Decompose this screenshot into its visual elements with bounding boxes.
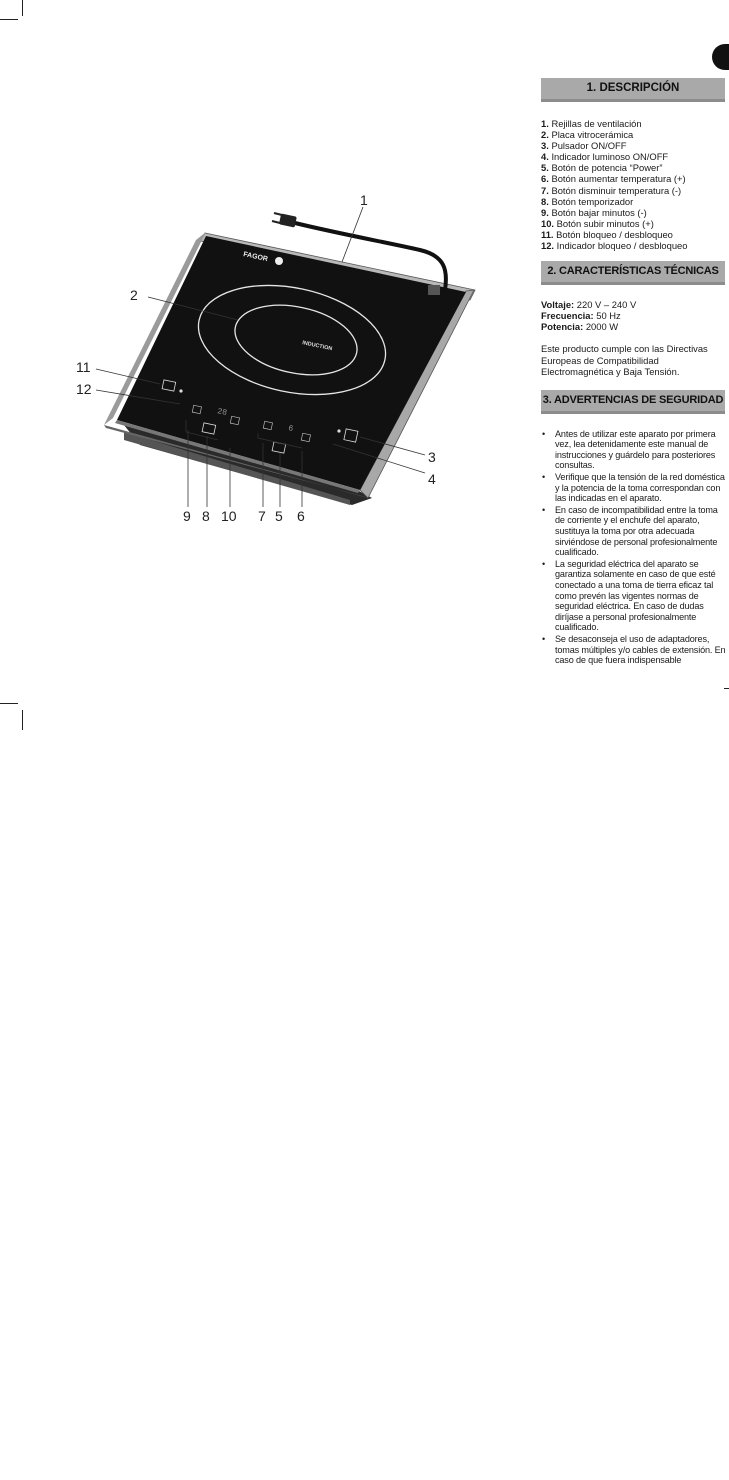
page-tab-marker [712, 44, 729, 70]
list-item: 6. Botón aumentar temperatura (+) [541, 173, 686, 185]
compliance-text: Este producto cumple con las Directivas Europeas de Compatibilidad Electromagnética y Baja Tensión. [541, 343, 708, 378]
list-item: • Antes de utilizar este aparato por primera vez, lea detenidamente este manual de instrucciones y guárdelo para posteriores consultas. [555, 429, 729, 471]
list-item: 3. Pulsador ON/OFF [541, 140, 627, 152]
list-item: 12. Indicador bloqueo / desbloqueo [541, 240, 688, 252]
callout-7: 7 [258, 508, 266, 524]
section-3-heading: 3. ADVERTENCIAS DE SEGURIDAD [541, 390, 725, 414]
callout-4: 4 [428, 471, 436, 487]
callout-12: 12 [76, 381, 92, 397]
brand-logo-mark [275, 257, 283, 265]
timer-display: 28 [216, 407, 228, 418]
callout-11: 11 [76, 359, 91, 375]
list-item: 9. Botón bajar minutos (-) [541, 206, 647, 218]
crop-mark-right [724, 688, 729, 689]
brand-logo: FAGOR [242, 251, 269, 264]
list-item: 7. Botón disminuir temperatura (-) [541, 184, 682, 196]
list-item: • Se desaconseja el uso de adaptadores, tomas múltiples y/o cables de extensión. En caso de que fuera indispensable [555, 634, 729, 666]
callout-6: 6 [297, 508, 305, 524]
induction-hob-illustration [0, 0, 540, 540]
callout-10: 10 [221, 508, 237, 524]
list-item: 8. Botón temporizador [541, 195, 634, 207]
energy-badge [428, 285, 440, 295]
list-item: • En caso de incompatibilidad entre la toma de corriente y el enchufe del aparato, sustituya la toma por otra adecuada sirviéndose de personal profesionalmente cualificado. [555, 505, 729, 558]
list-item: 4. Indicador luminoso ON/OFF [541, 151, 669, 163]
induction-label: INDUCTION [301, 340, 333, 353]
spec-power: Potencia: 2000 W [541, 321, 619, 333]
description-list [541, 118, 729, 251]
list-item: 1. Rejillas de ventilación [541, 118, 642, 129]
technical-specs [541, 299, 729, 332]
lock-indicator [179, 389, 182, 392]
power-display: 6 [287, 424, 294, 434]
text-column [541, 78, 729, 667]
callout-8: 8 [202, 508, 210, 524]
list-item: • La seguridad eléctrica del aparato se garantiza solamente en caso de que esté conectado a una toma de tierra eficaz tal como prevén las vigentes normas de seguridad eléctrica. En caso de dudas diríjase a personal profesionalmente cualificado. [555, 559, 729, 633]
crop-mark-bottom-left-h [0, 703, 18, 704]
list-item: 5. Botón de potencia “Power” [541, 162, 663, 174]
callout-3: 3 [428, 449, 436, 465]
list-item: 2. Placa vitrocerámica [541, 129, 634, 141]
onoff-indicator [337, 429, 340, 432]
spec-frequency: Frecuencia: 50 Hz [541, 310, 621, 322]
section-1-heading: 1. DESCRIPCIÓN [541, 78, 725, 102]
crop-mark-bottom-left-v [22, 710, 23, 730]
callout-1: 1 [360, 192, 368, 208]
callout-9: 9 [183, 508, 191, 524]
spec-voltage: Voltaje: 220 V – 240 V [541, 299, 637, 311]
plug-icon [272, 213, 297, 228]
callout-2: 2 [130, 287, 138, 303]
safety-list [541, 429, 729, 666]
list-item: 10. Botón subir minutos (+) [541, 217, 654, 229]
list-item: 11. Botón bloqueo / desbloqueo [541, 228, 673, 240]
callout-5: 5 [275, 508, 283, 524]
section-2-heading: 2. CARACTERÍSTICAS TÉCNICAS [541, 261, 725, 285]
list-item: • Verifique que la tensión de la red doméstica y la potencia de la toma correspondan con las indicadas en el aparato. [555, 472, 729, 504]
